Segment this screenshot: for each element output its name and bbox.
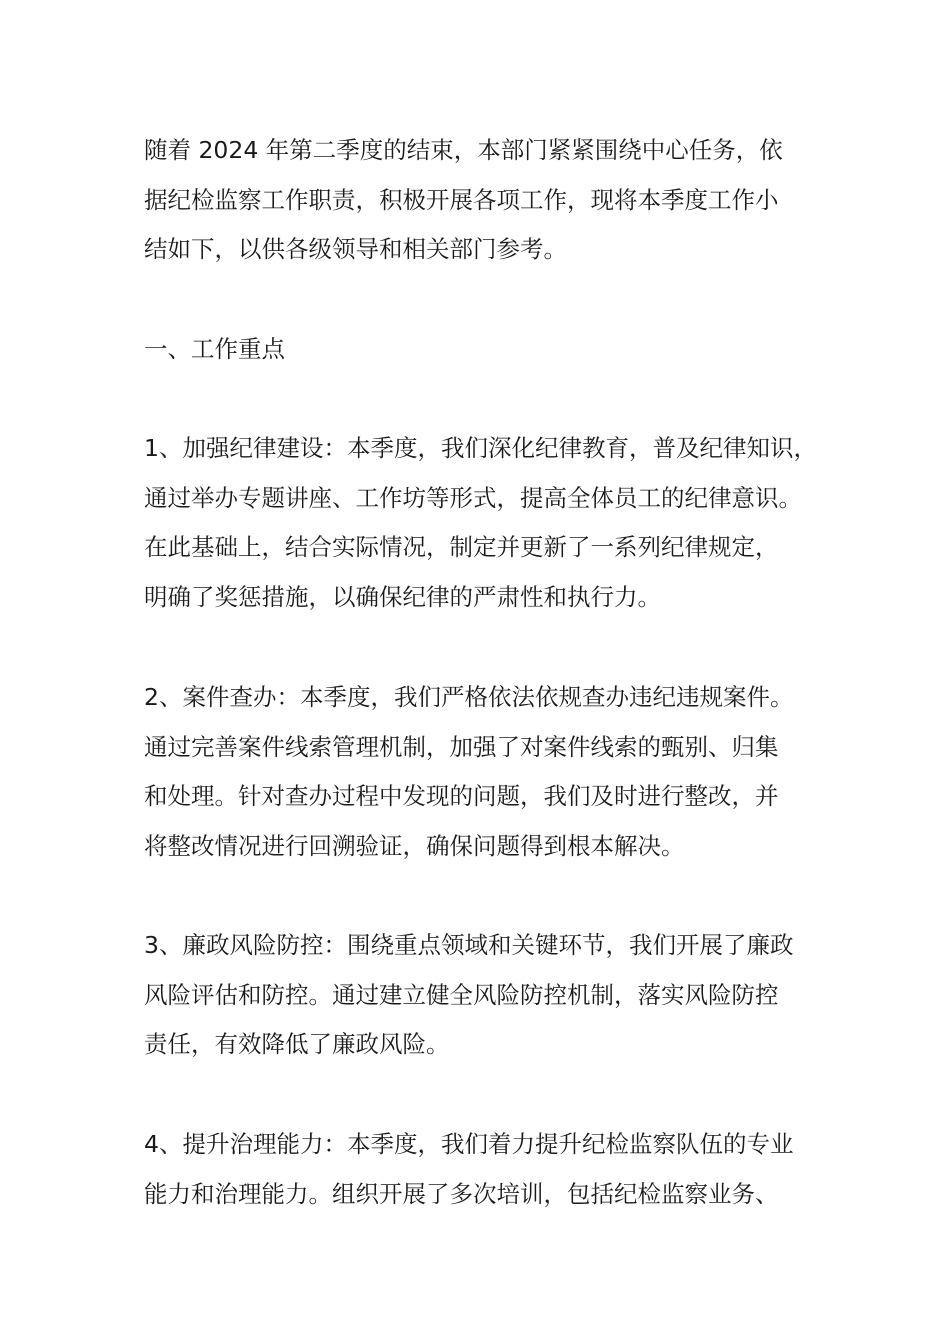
section-heading xyxy=(144,325,824,375)
paragraph-item-1 xyxy=(144,424,824,622)
text-line: 在此基础上，结合实际情况，制定并更新了一系列纪律规定， xyxy=(144,533,779,561)
text-line: 据纪检监察工作职责，积极开展各项工作，现将本季度工作小 xyxy=(144,185,779,214)
intro-paragraph xyxy=(144,126,824,275)
paragraph-item-2 xyxy=(144,673,824,871)
text-line: 结如下，以供各级领导和相关部门参考。 xyxy=(144,235,567,263)
text-line: 责任，有效降低了廉政风险。 xyxy=(144,1030,450,1058)
text-line: 4、提升治理能力：本季度，我们着力提升纪检监察队伍的专业 xyxy=(144,1130,794,1158)
text-line: 和处理。针对查办过程中发现的问题，我们及时进行整改，并 xyxy=(144,782,779,810)
text-line: 随着 2024 年第二季度的结束，本部门紧紧围绕中心任务，依 xyxy=(144,136,783,164)
text-line: 将整改情况进行回溯验证，确保问题得到根本解决。 xyxy=(144,831,685,860)
text-line: 明确了奖惩措施，以确保纪律的严肃性和执行力。 xyxy=(144,582,661,611)
paragraph-item-4 xyxy=(144,1120,824,1219)
text-line: 2、案件查办：本季度，我们严格依法依规查办违纪违规案件。 xyxy=(144,683,794,711)
text-line: 1、加强纪律建设：本季度，我们深化纪律教育，普及纪律知识， xyxy=(144,434,817,462)
paragraph-item-3 xyxy=(144,921,824,1070)
section-heading-text: 一、工作重点 xyxy=(144,335,285,363)
text-line: 通过举办专题讲座、工作坊等形式，提高全体员工的纪律意识。 xyxy=(144,483,802,512)
text-line: 风险评估和防控。通过建立健全风险防控机制，落实风险防控 xyxy=(144,980,779,1009)
text-line: 3、廉政风险防控：围绕重点领域和关键环节，我们开展了廉政 xyxy=(144,931,794,959)
text-line: 能力和治理能力。组织开展了多次培训，包括纪检监察业务、 xyxy=(144,1179,779,1208)
text-line: 通过完善案件线索管理机制，加强了对案件线索的甄别、归集 xyxy=(144,732,779,761)
